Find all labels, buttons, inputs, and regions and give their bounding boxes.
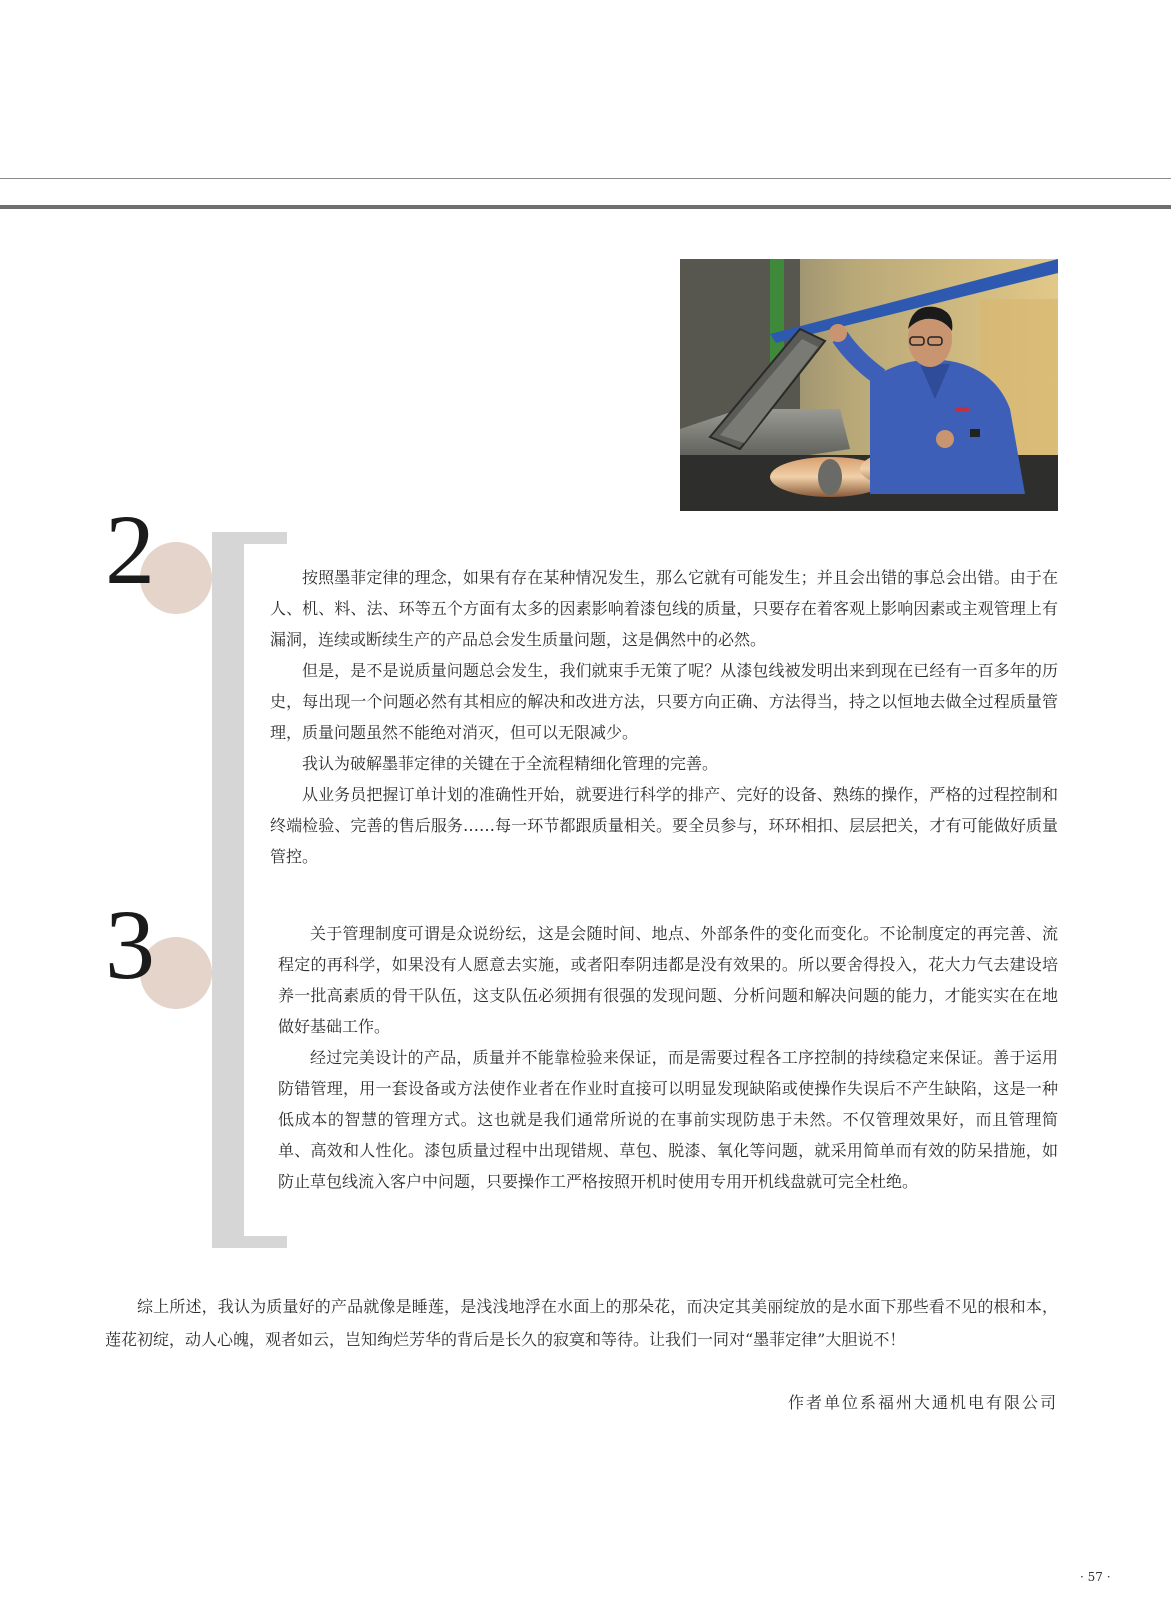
header-rule-thin	[0, 178, 1171, 179]
worker-machine-photo	[680, 259, 1058, 511]
paragraph: 从业务员把握订单计划的准确性开始，就要进行科学的排产、完好的设备、熟练的操作，严格的过程控制和终端检验、完善的售后服务……每一环节都跟质量相关。要全员参与，环环相扣、层层把关，才有可能做好质量管控。	[270, 785, 1058, 866]
paragraph: 按照墨菲定律的理念，如果有存在某种情况发生，那么它就有可能发生；并且会出错的事总会出错。由于在人、机、料、法、环等五个方面有太多的因素影响着漆包线的质量，只要存在着客观上影响因素或主观管理上有漏洞，连续或断续生产的产品总会发生质量问题，这是偶然中的必然。	[270, 568, 1058, 649]
bracket-bottom-arm	[212, 1236, 287, 1248]
section-2-number	[105, 494, 215, 610]
section-3-digit: 3	[105, 889, 155, 1000]
section-3-text	[278, 918, 1058, 1197]
paragraph: 关于管理制度可谓是众说纷纭，这是会随时间、地点、外部条件的变化而变化。不论制度定的再完善、流程定的再科学，如果没有人愿意去实施，或者阳奉阴违都是没有效果的。所以要舍得投入，花大力气去建设培养一批高素质的骨干队伍，这支队伍必须拥有很强的发现问题、分析问题和解决问题的能力，才能实实在在地做好基础工作。	[278, 924, 1058, 1036]
paragraph: 综上所述，我认为质量好的产品就像是睡莲，是浅浅地浮在水面上的那朵花，而决定其美丽绽放的是水面下那些看不见的根和本，莲花初绽，动人心魄，观者如云，岂知绚烂芳华的背后是长久的寂寞和等待。让我们一同对“墨菲定律”大胆说不！	[105, 1297, 1058, 1349]
conclusion-text	[105, 1290, 1058, 1356]
section-2-text	[270, 562, 1058, 872]
author-affiliation: 作者单位系福州大通机电有限公司	[787, 1393, 1058, 1412]
bracket-top-arm	[212, 532, 287, 544]
paragraph: 经过完美设计的产品，质量并不能靠检验来保证，而是需要过程各工序控制的持续稳定来保证。善于运用防错管理，用一套设备或方法使作业者在作业时直接可以明显发现缺陷或使操作失误后不产生缺陷，这是一种低成本的智慧的管理方式。这也就是我们通常所说的在事前实现防患于未然。不仅管理效果好，而且管理简单、高效和人性化。漆包质量过程中出现错规、草包、脱漆、氧化等问题，就采用简单而有效的防呆措施，如防止草包线流入客户中问题，只要操作工严格按照开机时使用专用开机线盘就可完全杜绝。	[278, 1048, 1058, 1191]
section-3-number	[105, 889, 215, 1005]
paragraph: 但是，是不是说质量问题总会发生，我们就束手无策了呢？从漆包线被发明出来到现在已经有一百多年的历史，每出现一个问题必然有其相应的解决和改进方法，只要方向正确、方法得当，持之以恒地去做全过程质量管理，质量问题虽然不能绝对消灭，但可以无限减少。	[270, 661, 1058, 742]
paragraph: 我认为破解墨菲定律的关键在于全流程精细化管理的完善。	[302, 754, 719, 773]
page-number: · 57 ·	[1080, 1570, 1111, 1584]
section-2-digit: 2	[105, 494, 155, 605]
bracket-bar	[212, 532, 244, 1248]
header-rule-thick	[0, 205, 1171, 209]
